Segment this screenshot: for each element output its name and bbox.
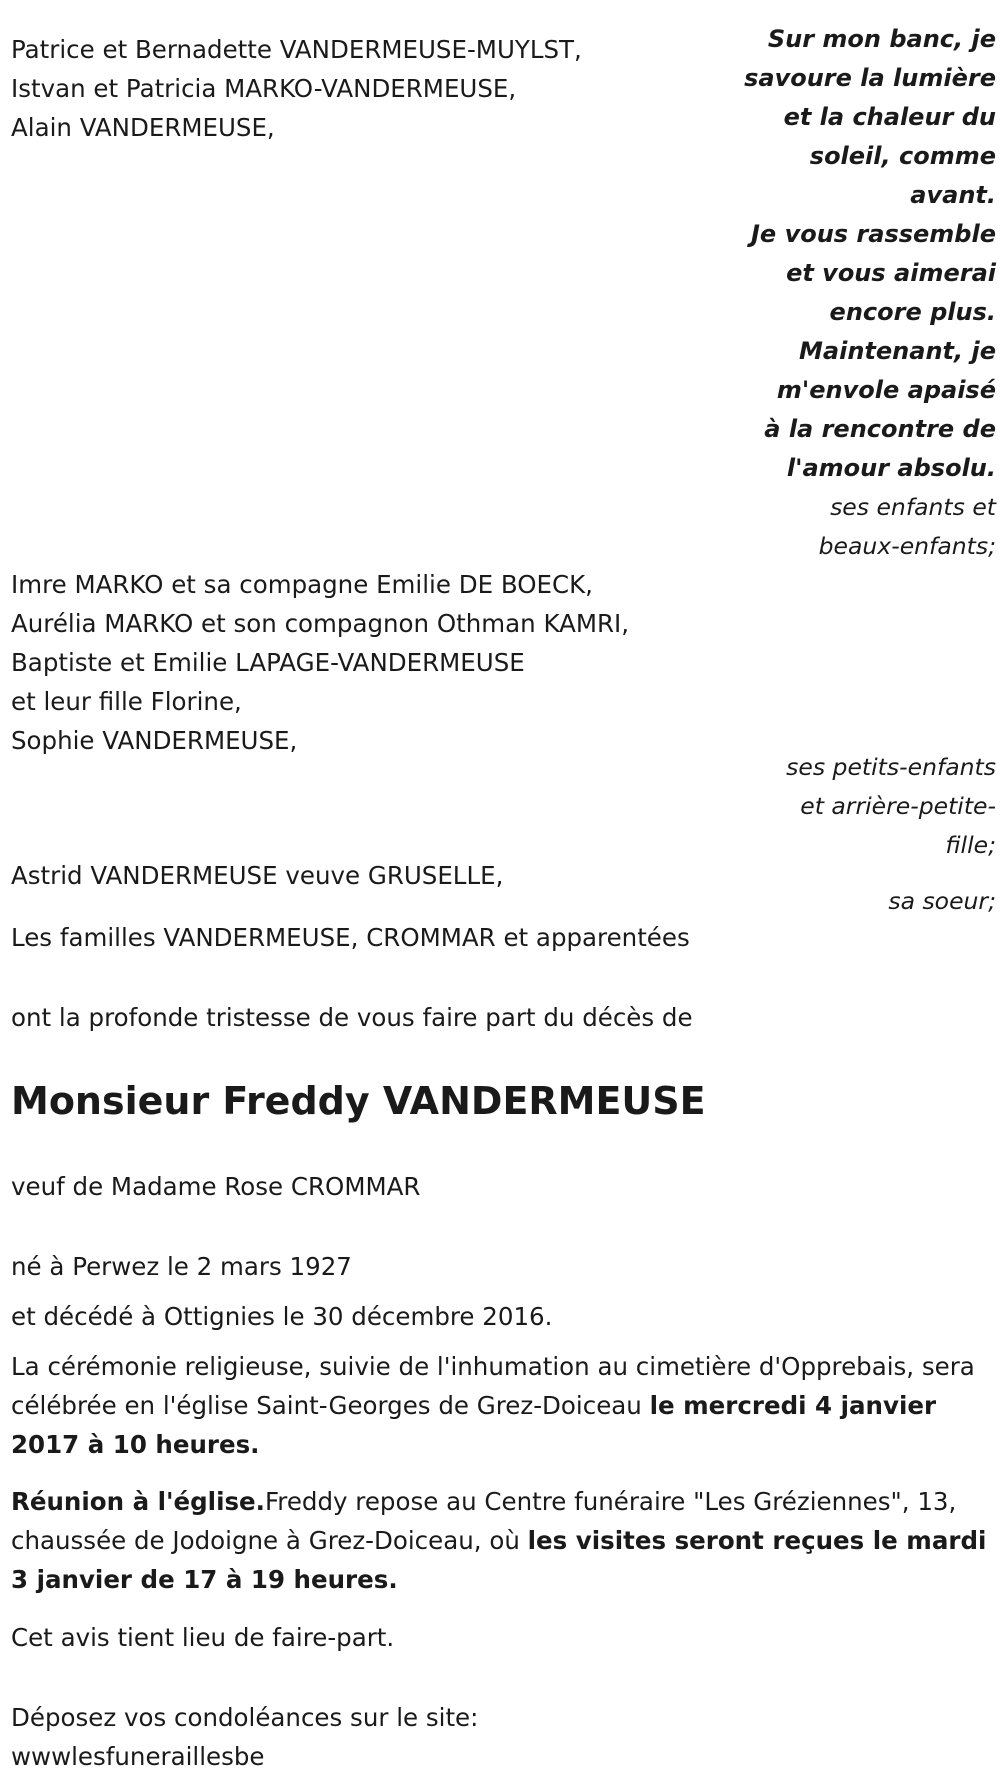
family-line: Aurélia MARKO et son compagnon Othman KAMRI, <box>11 609 630 638</box>
family-group-children <box>11 30 582 147</box>
death-line <box>11 1297 552 1336</box>
relation-children <box>819 488 996 566</box>
relation-grandchildren <box>786 748 996 865</box>
relation-line: ses enfants et <box>830 493 996 521</box>
announcement <box>11 998 693 1037</box>
family-line: Imre MARKO et sa compagne Emilie DE BOECK, <box>11 570 593 599</box>
relation-sister <box>888 882 996 921</box>
poem-line: encore plus. <box>829 298 996 326</box>
notice-line <box>11 1618 394 1657</box>
ceremony-paragraph <box>11 1347 991 1464</box>
poem-line: Sur mon banc, je <box>767 25 996 53</box>
death-text: et décédé à Ottignies le 30 décembre 2016. <box>11 1302 553 1331</box>
announcement-text: ont la profonde tristesse de vous faire part du décès de <box>11 1003 693 1032</box>
relation-line: beaux-enfants; <box>818 532 996 560</box>
poem-line: et vous aimerai <box>786 259 996 287</box>
poem-line: m'envole apaisé <box>776 376 996 404</box>
visitation-text: Freddy repose au Centre funéraire "Les Gréziennes", 13, chaussée de Jodoigne à Grez-Doiceau, où <box>11 1487 957 1555</box>
poem <box>736 20 996 488</box>
sister-line <box>11 856 503 895</box>
sister-name: Astrid VANDERMEUSE veuve GRUSELLE, <box>11 861 504 890</box>
birth-line <box>11 1247 352 1286</box>
poem-line: l'amour absolu. <box>786 454 996 482</box>
birth-text: né à Perwez le 2 mars 1927 <box>11 1252 352 1281</box>
obituary-page <box>11 0 996 1786</box>
families-text: Les familles VANDERMEUSE, CROMMAR et apparentées <box>11 923 690 952</box>
condolences-label: Déposez vos condoléances sur le site: <box>11 1703 479 1732</box>
visits-text: les visites seront reçues le mardi 3 janvier de 17 à 19 heures. <box>11 1526 987 1594</box>
family-line: Patrice et Bernadette VANDERMEUSE-MUYLST, <box>11 35 582 64</box>
family-line: et leur fille Florine, <box>11 687 242 716</box>
poem-line: à la rencontre de <box>764 415 996 443</box>
family-line: Baptiste et Emilie LAPAGE-VANDERMEUSE <box>11 648 525 677</box>
family-group-grandchildren <box>11 565 629 760</box>
poem-line: et la chaleur du <box>783 103 996 131</box>
ceremony-date: le mercredi 4 janvier 2017 à 10 heures. <box>11 1391 937 1459</box>
relation-line: fille; <box>945 831 996 859</box>
family-line: Istvan et Patricia MARKO-VANDERMEUSE, <box>11 74 517 103</box>
relation-line: et arrière-petite- <box>800 792 996 820</box>
deceased-name <box>11 1078 706 1124</box>
widower-text: veuf de Madame Rose CROMMAR <box>11 1172 421 1201</box>
poem-line: Maintenant, je <box>799 337 996 365</box>
visitation-paragraph <box>11 1482 991 1599</box>
families-line <box>11 918 690 957</box>
condolences-site-link[interactable]: wwwlesfuneraillesbe <box>11 1742 265 1771</box>
deceased-name-text: Monsieur Freddy VANDERMEUSE <box>11 1079 706 1123</box>
family-line: Sophie VANDERMEUSE, <box>11 726 298 755</box>
widower-line <box>11 1167 420 1206</box>
condolences <box>11 1698 478 1776</box>
poem-line: avant. <box>910 181 996 209</box>
relation-line: sa soeur; <box>888 887 996 915</box>
poem-line: savoure la lumière <box>744 64 996 92</box>
poem-line: soleil, comme <box>809 142 996 170</box>
poem-line: Je vous rassemble <box>751 220 996 248</box>
ceremony-text: La cérémonie religieuse, suivie de l'inhumation au cimetière d'Opprebais, sera célébrée en l'église Saint-Georges de Grez-Doiceau <box>11 1352 975 1420</box>
meeting-text: Réunion à l'église. <box>11 1487 265 1516</box>
family-line: Alain VANDERMEUSE, <box>11 113 275 142</box>
relation-line: ses petits-enfants <box>786 753 996 781</box>
notice-text: Cet avis tient lieu de faire-part. <box>11 1623 395 1652</box>
